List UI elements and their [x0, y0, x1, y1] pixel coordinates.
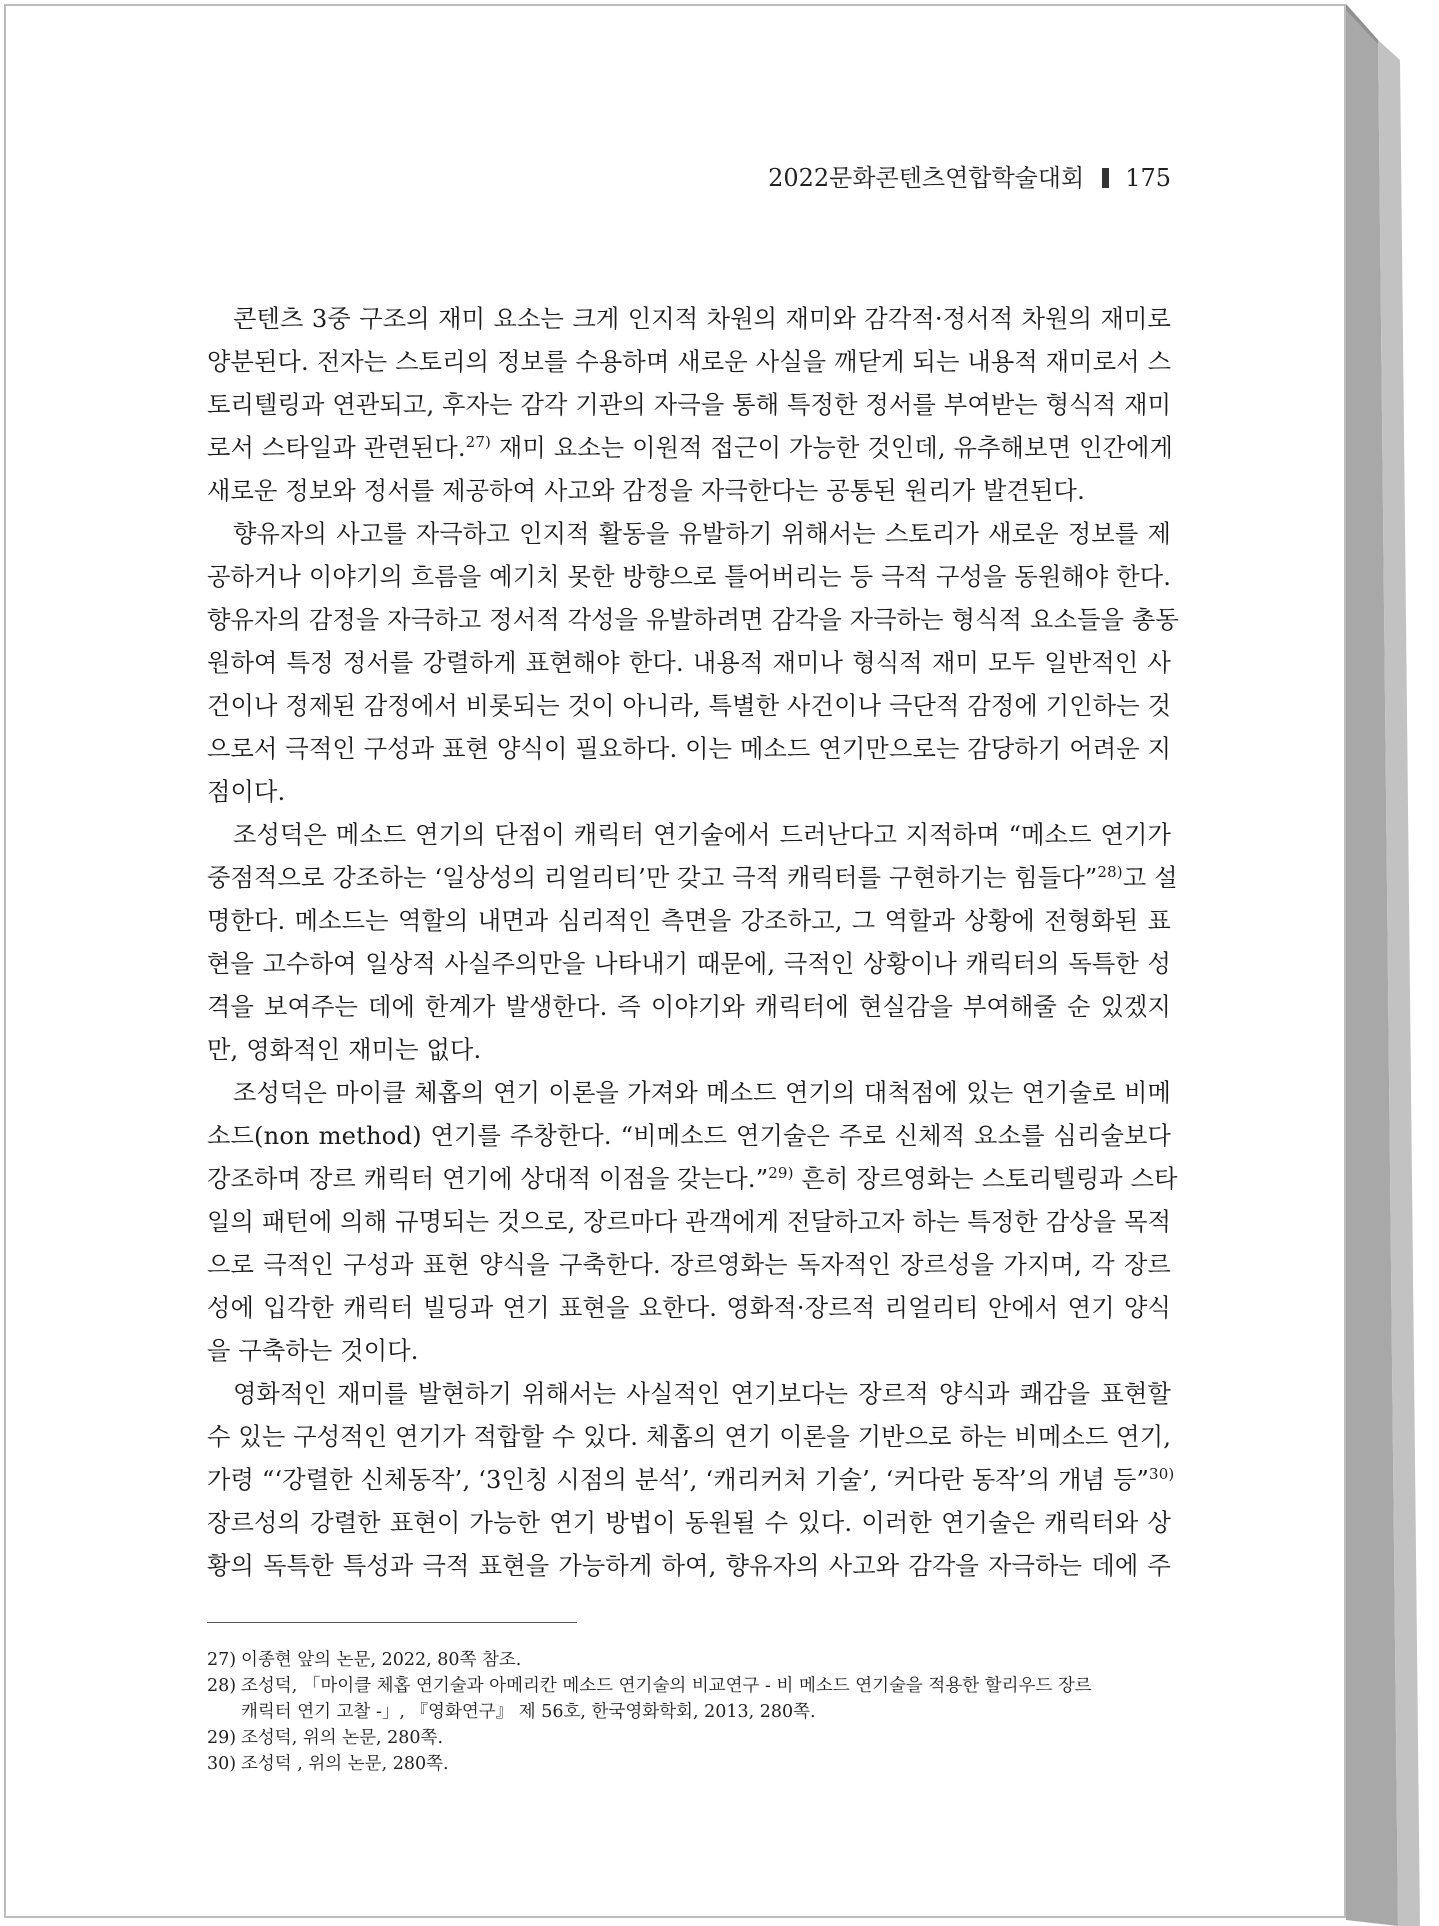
text-line: 격을 보여주는 데에 한계가 발생한다. 즉 이야기와 캐릭터에 현실감을 부여해줄 순 있겠지 [207, 993, 1171, 1021]
text-line: 장르성의 강렬한 표현이 가능한 연기 방법이 동원될 수 있다. 이러한 연기술은 캐릭터와 상 [207, 1509, 1171, 1537]
text-line: 일의 패턴에 의해 규명되는 것으로, 장르마다 관객에게 전달하고자 하는 특정한 감상을 목적 [207, 1208, 1172, 1236]
text-line: 으로서 극적인 구성과 표현 양식이 필요하다. 이는 메소드 연기만으로는 감당하기 어려운 지 [207, 735, 1172, 763]
footnote-text: 조성덕, 「마이클 체홉 연기술과 아메리칸 메소드 연기술의 비교연구 - 비 메소드 연기술을 적용한 할리우드 장르 [241, 1676, 1092, 1696]
page-number: 175 [1125, 164, 1171, 192]
text-line: 소드(non method) 연기를 주창한다. “비메소드 연기술은 주로 신체적 요소를 심리술보다 [207, 1122, 1171, 1150]
text-line: 원하여 특정 정서를 강렬하게 표현해야 한다. 내용적 재미나 형식적 재미 모두 일반적인 사 [207, 649, 1171, 677]
text-line: 을 구축하는 것이다. [207, 1337, 419, 1365]
text-line: 만, 영화적인 재미는 없다. [207, 1036, 482, 1064]
paragraph-5 [207, 1373, 1175, 1588]
running-header [207, 150, 1171, 206]
footnotes [207, 1647, 1171, 1777]
text-segment: 재미 요소는 이원적 접근이 가능한 것인데, 유추해보면 인간에게 [491, 434, 1174, 462]
text-line: 건이나 정제된 감정에서 비롯되는 것이 아니라, 특별한 사건이나 극단적 감정에 기인하는 것 [207, 692, 1172, 720]
footnote-ref-28: 28) [1097, 863, 1123, 881]
footnote-28 [207, 1673, 1171, 1725]
footnote-ref-29: 29) [768, 1164, 794, 1182]
text-line: 성에 입각한 캐릭터 빌딩과 연기 표현을 요한다. 영화적·장르적 리얼리티 안에서 연기 양식 [207, 1294, 1171, 1322]
paragraph-4 [207, 1072, 1178, 1373]
text-line [207, 857, 1178, 900]
text-line [207, 1459, 1175, 1502]
text-line: 공하거나 이야기의 흐름을 예기치 못한 방향으로 틀어버리는 등 극적 구성을 동원해야 한다. [207, 563, 1172, 591]
text-line: 황의 독특한 특성과 극적 표현을 가능하게 하여, 향유자의 사고와 감각을 자극하는 데에 주 [207, 1552, 1171, 1580]
footnote-number: 29) [207, 1728, 237, 1748]
text-line: 현을 고수하여 일상적 사실주의만을 나타내기 때문에, 극적인 상황이나 캐릭터의 독특한 성 [207, 950, 1171, 978]
text-line [207, 1158, 1178, 1201]
footnote-text-block [241, 1673, 1171, 1725]
text-line: 명한다. 메소드는 역할의 내면과 심리적인 측면을 강조하고, 그 역할과 상황에 전형화된 표 [207, 907, 1171, 935]
footnote-text: 조성덕 , 위의 논문, 280쪽. [241, 1754, 449, 1774]
text-segment: 강조하며 장르 캐릭터 연기에 상대적 이점을 갖는다.” [207, 1165, 769, 1193]
text-line: 수 있는 구성적인 연기가 적합할 수 있다. 체홉의 연기 이론을 기반으로 하는 비메소드 연기, [207, 1423, 1172, 1451]
paragraph-2 [207, 513, 1179, 814]
paragraph-1 [207, 298, 1174, 513]
footnote-27 [207, 1647, 1171, 1673]
text-line: 으로 극적인 구성과 표현 양식을 구축한다. 장르영화는 독자적인 장르성을 가지며, 각 장르 [207, 1251, 1171, 1279]
text-segment: 고 설 [1122, 864, 1178, 892]
text-line [207, 427, 1174, 470]
footnote-29 [207, 1725, 1171, 1751]
footnote-ref-30: 30) [1149, 1465, 1175, 1483]
text-line: 점이다. [207, 778, 286, 806]
footnote-number: 27) [207, 1650, 237, 1670]
text-line: 향유자의 감정을 자극하고 정서적 각성을 유발하려면 감각을 자극하는 형식적 요소들을 총동 [207, 606, 1179, 634]
text-line: 영화적인 재미를 발현하기 위해서는 사실적인 연기보다는 장르적 양식과 쾌감을 표현할 [233, 1380, 1171, 1408]
text-line: 양분된다. 전자는 스토리의 정보를 수용하며 새로운 사실을 깨닫게 되는 내용적 재미로서 스 [207, 348, 1172, 376]
text-segment: 중점적으로 강조하는 ‘일상성의 리얼리티’만 갖고 극적 캐릭터를 구현하기는 힘들다” [207, 864, 1098, 892]
text-line: 토리텔링과 연관되고, 후자는 감각 기관의 자극을 통해 특정한 정서를 부여받는 형식적 재미 [207, 391, 1172, 419]
text-line: 콘텐츠 3중 구조의 재미 요소는 크게 인지적 차원의 재미와 감각적·정서적 차원의 재미로 [233, 305, 1171, 333]
conference-title: 2022문화콘텐츠연합학술대회 [768, 164, 1085, 192]
body-text [207, 298, 1179, 1588]
footnote-number: 30) [207, 1754, 237, 1774]
footnote-ref-27: 27) [465, 433, 492, 451]
text-line: 향유자의 사고를 자극하고 인지적 활동을 유발하기 위해서는 스토리가 새로운 정보를 제 [233, 520, 1171, 548]
page-content [207, 150, 1179, 1777]
text-segment: 로서 스타일과 관련된다. [207, 434, 466, 462]
footnote-text: 조성덕, 위의 논문, 280쪽. [241, 1728, 444, 1748]
text-line: 조성덕은 메소드 연기의 단점이 캐릭터 연기술에서 드러난다고 지적하며 “메소드 연기가 [233, 821, 1171, 849]
paragraph-3 [207, 814, 1178, 1072]
text-segment: 가령 “‘강렬한 신체동작’, ‘3인칭 시점의 분석’, ‘캐리커처 기술’, ‘커다란 동작’의 개념 등” [207, 1466, 1149, 1494]
footnote-text: 이종현 앞의 논문, 2022, 80쪽 참조. [241, 1650, 522, 1670]
text-line: 새로운 정보와 정서를 제공하여 사고와 감정을 자극한다는 공통된 원리가 발견된다. [207, 477, 1085, 505]
footnote-divider [207, 1622, 577, 1623]
footnote-number: 28) [207, 1676, 237, 1696]
text-segment: 흔히 장르영화는 스토리텔링과 스타 [793, 1165, 1178, 1193]
text-line: 조성덕은 마이클 체홉의 연기 이론을 가져와 메소드 연기의 대척점에 있는 연기술로 비메 [233, 1079, 1171, 1107]
footnote-text-continued: 캐릭터 연기 고찰 -」, 『영화연구』 제 56호, 한국영화학회, 2013, 280쪽. [241, 1702, 816, 1722]
footnote-30 [207, 1751, 1171, 1777]
header-separator [1102, 168, 1109, 188]
